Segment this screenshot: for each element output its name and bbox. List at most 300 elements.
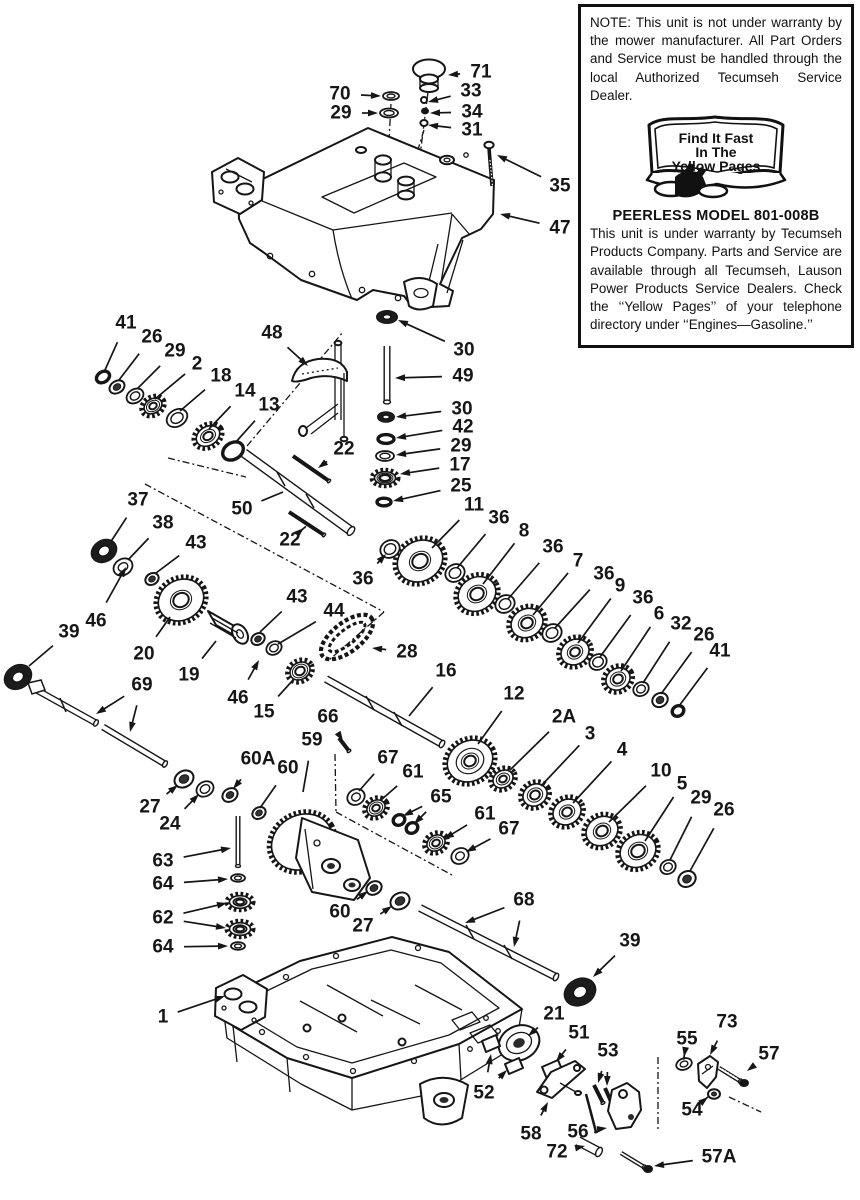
part-number-label: 43 <box>286 586 308 608</box>
yellow-pages-logo <box>590 107 842 206</box>
bearing-drawing <box>377 311 397 323</box>
leader-line <box>260 611 282 632</box>
callout-28 <box>372 642 418 663</box>
part-number-label: 73 <box>716 1011 738 1033</box>
svg-text:In The: In The <box>695 144 737 161</box>
oring-drawing <box>404 821 419 836</box>
leader-arrowhead <box>710 1045 718 1055</box>
part-number-label: 62 <box>152 907 174 929</box>
shift-cam-drawing <box>608 1083 641 1129</box>
leader-line <box>457 534 485 568</box>
leader-line <box>137 366 160 389</box>
leader-line <box>278 679 294 696</box>
leader-line <box>381 786 397 800</box>
part-number-label: 55 <box>676 1028 698 1050</box>
bushing-drawing <box>220 785 240 804</box>
bushing-drawing <box>387 889 412 913</box>
leader-line <box>670 817 692 860</box>
callout-47 <box>500 213 571 239</box>
callout-15 <box>253 679 294 723</box>
warranty-text: This unit is under warranty by Tecumseh Products Company. Parts and Service are available through all Tecumseh, Lauson Power Products Service Dealers. Check the ‘‘Yellow Pages’’ of your telephone directory under ‘‘Engines—Gasoline.’’ <box>590 226 842 333</box>
part-number-label: 35 <box>549 175 571 197</box>
leader-line <box>260 785 276 808</box>
part-number-label: 1 <box>157 1006 169 1028</box>
leader-arrowhead <box>403 808 413 816</box>
callout-11 <box>432 495 484 549</box>
callout-35 <box>497 155 571 197</box>
washer-drawing <box>658 857 679 877</box>
callout-43 <box>260 587 308 633</box>
part-number-label: 42 <box>452 416 474 438</box>
leader-line <box>401 491 441 500</box>
leader-line <box>178 999 218 1012</box>
callout-37 <box>110 490 149 544</box>
callout-3 <box>541 724 595 787</box>
callout-58 <box>520 1102 548 1145</box>
leader-line <box>404 449 440 454</box>
leader-arrowhead <box>497 155 507 162</box>
part-number-label: 17 <box>449 454 471 476</box>
part-number-label: 64 <box>152 936 174 958</box>
gear-drawing <box>227 921 253 937</box>
leader-line <box>621 627 650 671</box>
part-number-label: 26 <box>141 326 163 348</box>
callout-19 <box>178 641 216 686</box>
part-number-label: 59 <box>301 729 323 751</box>
leader-line <box>483 543 515 584</box>
callout-8 <box>483 521 529 585</box>
leader-line <box>599 956 615 972</box>
callout-25 <box>393 476 472 503</box>
bushing-drawing <box>143 571 161 588</box>
part-number-label: 25 <box>450 475 472 497</box>
leader-line <box>533 573 568 615</box>
leader-line <box>106 574 122 603</box>
callout-36 <box>600 588 654 658</box>
part-number-label: 29 <box>330 102 352 124</box>
callout-29 <box>330 103 378 124</box>
callout-70 <box>329 84 381 105</box>
leader-arrowhead <box>540 1102 548 1112</box>
callout-21 <box>528 1004 565 1037</box>
leader-line <box>184 850 224 858</box>
part-number-label: 12 <box>503 683 525 705</box>
leader-line <box>303 761 308 792</box>
oring-drawing <box>94 369 111 385</box>
differential-housing-drawing <box>296 818 370 900</box>
leader-line <box>261 492 283 501</box>
part-number-label: 52 <box>473 1082 495 1104</box>
part-number-label: 36 <box>593 563 615 585</box>
leader-line <box>403 377 442 378</box>
washer-drawing <box>231 874 245 882</box>
leader-arrowhead <box>218 876 228 883</box>
gear-drawing <box>227 894 253 910</box>
part-number-label: 41 <box>709 640 731 662</box>
part-number-label: 15 <box>253 701 275 723</box>
part-number-label: 20 <box>133 643 155 665</box>
part-number-label: 26 <box>713 799 735 821</box>
part-number-label: 37 <box>127 489 149 511</box>
leader-arrowhead <box>465 916 476 923</box>
callout-26 <box>661 625 715 695</box>
part-number-label: 51 <box>568 1022 590 1044</box>
part-number-label: 68 <box>513 889 535 911</box>
gear-drawing <box>372 470 398 486</box>
leader-line <box>408 468 439 473</box>
washer-drawing <box>380 109 398 118</box>
part-number-label: 24 <box>159 813 181 835</box>
shaft-drawing <box>339 738 351 753</box>
part-number-label: 38 <box>152 512 174 534</box>
part-number-label: 10 <box>650 760 672 782</box>
part-number-label: 64 <box>152 873 174 895</box>
part-number-label: 36 <box>542 536 564 558</box>
shaft-drawing <box>244 453 356 537</box>
leader-arrowhead <box>393 496 403 503</box>
callout-5 <box>645 774 688 842</box>
leader-line <box>645 797 674 841</box>
shaft-drawing <box>293 456 331 483</box>
leader-line <box>209 406 231 429</box>
callout-63 <box>152 847 231 872</box>
leader-arrowhead <box>371 92 381 99</box>
leader-line <box>180 390 205 411</box>
leader-arrowhead <box>654 1161 664 1168</box>
part-number-label: 27 <box>352 915 374 937</box>
leader-arrowhead <box>428 123 438 130</box>
leader-arrowhead <box>747 1062 757 1071</box>
callout-51 <box>556 1023 590 1063</box>
washer-drawing <box>231 942 245 950</box>
leader-line <box>508 216 540 223</box>
callout-31 <box>428 120 483 141</box>
part-number-label: 36 <box>352 568 374 590</box>
leader-line <box>235 421 255 443</box>
leader-line <box>132 705 137 724</box>
washer-drawing <box>383 92 399 100</box>
callout-48 <box>261 323 308 367</box>
svg-text:Find It Fast: Find It Fast <box>678 130 754 147</box>
part-number-label: 46 <box>85 610 107 632</box>
leader-line <box>183 905 219 913</box>
leader-arrowhead <box>448 71 458 78</box>
bushing-drawing <box>107 378 127 397</box>
part-number-label: 60 <box>329 901 351 923</box>
leader-line <box>661 652 692 694</box>
leader-line <box>155 374 185 399</box>
shaft-drawing <box>594 1085 605 1105</box>
callout-49 <box>395 366 474 387</box>
callout-33 <box>428 81 482 103</box>
callout-73 <box>710 1012 738 1056</box>
leader-arrowhead <box>318 459 328 468</box>
callout-36 <box>555 564 615 629</box>
part-number-label: 30 <box>453 339 475 361</box>
part-number-label: 36 <box>632 587 654 609</box>
callout-26 <box>690 800 735 872</box>
leader-arrowhead <box>400 469 410 476</box>
washer-drawing <box>448 845 471 867</box>
part-number-label: 33 <box>460 80 482 102</box>
oring-drawing <box>219 438 246 464</box>
part-number-label: 61 <box>474 803 496 825</box>
leader-arrowhead <box>368 110 378 117</box>
part-number-label: 36 <box>488 507 510 529</box>
leader-arrowhead <box>428 96 439 103</box>
shaft-drawing <box>719 1068 742 1084</box>
leader-arrowhead <box>513 937 520 947</box>
leader-line <box>202 641 216 659</box>
leader-line <box>451 825 467 835</box>
part-number-label: 41 <box>115 312 137 334</box>
callout-69 <box>96 675 153 733</box>
callout-50 <box>231 492 283 520</box>
gear-drawing <box>361 794 391 823</box>
leader-line <box>478 711 502 744</box>
leader-line <box>436 126 451 128</box>
leader-arrowhead <box>372 646 382 653</box>
part-number-label: 29 <box>690 787 712 809</box>
leader-line <box>278 622 316 644</box>
part-number-label: 67 <box>377 747 399 769</box>
callout-17 <box>400 455 471 476</box>
leader-line <box>472 908 504 920</box>
callout-64 <box>152 937 228 958</box>
callout-43 <box>156 533 207 574</box>
part-number-label: 69 <box>131 674 153 696</box>
part-number-label: 28 <box>396 641 418 663</box>
svg-text:Yellow Pages: Yellow Pages <box>671 158 761 175</box>
callout-65 <box>403 787 452 825</box>
leader-line <box>405 323 445 341</box>
callout-14 <box>209 381 256 430</box>
leader-line <box>432 520 459 548</box>
callout-57A <box>654 1147 737 1168</box>
oring-drawing <box>670 704 685 719</box>
callout-64 <box>152 874 228 895</box>
gear-drawing <box>545 791 589 833</box>
part-number-label: 43 <box>185 532 207 554</box>
leader-arrowhead <box>382 906 392 914</box>
callout-46 <box>85 567 126 632</box>
part-number-label: 29 <box>164 340 186 362</box>
callout-60A <box>233 749 276 790</box>
part-number-label: 7 <box>572 550 584 572</box>
callout-26 <box>119 327 163 381</box>
leader-line <box>473 839 490 848</box>
leader-arrowhead <box>216 923 226 930</box>
small-fasteners-drawing <box>420 97 429 126</box>
part-number-label: 29 <box>450 435 472 457</box>
part-number-label: 32 <box>670 613 692 635</box>
callout-61 <box>444 804 496 840</box>
callout-20 <box>133 617 170 665</box>
part-number-label: 21 <box>543 1003 565 1025</box>
bushing-drawing <box>675 868 698 890</box>
callout-30 <box>398 320 475 361</box>
warranty-note-panel <box>578 4 854 348</box>
part-number-label: 39 <box>58 621 80 643</box>
leader-line <box>555 590 590 628</box>
washer-drawing <box>163 405 190 431</box>
callout-54 <box>681 1097 708 1121</box>
leader-line <box>103 696 124 710</box>
note-text: NOTE: This unit is not under warranty by the mower manufacturer. All Part Orders and Service must be handled through the local Authorized Tecumseh Service Dealer. <box>590 15 842 103</box>
leader-arrowhead <box>396 450 406 457</box>
oring-drawing <box>378 435 394 444</box>
part-number-label: 16 <box>435 660 457 682</box>
callout-22 <box>318 439 355 469</box>
leader-arrowhead <box>218 943 228 950</box>
part-number-label: 71 <box>470 61 492 83</box>
leader-line <box>643 642 670 683</box>
callout-67 <box>359 748 399 792</box>
callout-10 <box>609 761 672 823</box>
shaft-drawing <box>33 688 99 727</box>
part-number-label: 14 <box>234 380 256 402</box>
bushing-drawing <box>708 1089 720 1099</box>
leader-arrowhead <box>396 412 406 419</box>
washer-drawing <box>376 451 394 461</box>
leader-line <box>510 732 549 770</box>
callout-4 <box>573 740 628 804</box>
leader-arrowhead <box>96 706 106 714</box>
leader-line <box>404 412 441 417</box>
projection-dash-line <box>729 1097 761 1112</box>
leader-line <box>662 1161 693 1165</box>
leader-line <box>541 745 579 786</box>
leader-line <box>609 786 646 822</box>
leader-line <box>287 347 302 360</box>
bearing-drawing <box>560 973 600 1011</box>
callout-16 <box>409 661 457 717</box>
gear-drawing <box>516 776 555 813</box>
callout-39 <box>593 931 641 978</box>
oring-drawing <box>377 498 391 506</box>
part-number-label: 53 <box>597 1040 619 1062</box>
leader-arrowhead <box>251 660 259 670</box>
callout-36 <box>352 554 386 590</box>
leader-line <box>516 921 520 940</box>
part-number-label: 30 <box>451 398 473 420</box>
part-number-label: 67 <box>498 818 520 840</box>
bushing-drawing <box>650 690 671 710</box>
callout-41 <box>679 641 731 707</box>
part-number-label: 22 <box>279 529 301 551</box>
part-number-label: 19 <box>178 664 200 686</box>
part-number-label: 47 <box>549 217 571 239</box>
leader-line <box>508 563 539 599</box>
leader-arrowhead <box>129 721 136 732</box>
gear-drawing <box>421 829 451 858</box>
part-number-label: 65 <box>430 786 452 808</box>
gear-drawing <box>189 419 226 454</box>
callout-52 <box>473 1054 507 1104</box>
callout-57 <box>747 1044 780 1072</box>
part-number-label: 49 <box>452 365 474 387</box>
bushing-drawing <box>250 805 268 822</box>
bushing-drawing <box>249 631 267 648</box>
index-bracket-drawing <box>698 1056 718 1088</box>
leader-line <box>156 556 179 573</box>
leader-line <box>248 667 255 680</box>
callout-38 <box>128 513 174 561</box>
callout-62 <box>152 902 227 930</box>
part-number-label: 22 <box>333 438 355 460</box>
callout-29 <box>670 788 712 861</box>
callout-53 <box>597 1041 618 1087</box>
leader-line <box>409 687 433 716</box>
leader-arrowhead <box>598 1072 604 1083</box>
projection-dash-line <box>247 332 343 446</box>
part-number-label: 9 <box>614 575 626 597</box>
part-number-label: 27 <box>139 796 161 818</box>
part-number-label: 72 <box>546 1141 568 1163</box>
leader-arrowhead <box>466 844 476 852</box>
yellow-pages-book-icon <box>637 107 795 201</box>
callout-2A <box>510 707 576 771</box>
shaft-drawing <box>103 727 168 768</box>
callout-22 <box>279 526 306 550</box>
part-number-label: 11 <box>463 494 485 516</box>
part-number-label: 46 <box>227 687 249 709</box>
callout-71 <box>448 62 492 83</box>
splined-pinion-drawing <box>208 611 251 647</box>
callout-12 <box>478 684 525 745</box>
part-number-label: 60 <box>277 757 299 779</box>
bearing-drawing <box>378 412 394 422</box>
shaft-drawing <box>578 1141 604 1158</box>
leader-line <box>679 668 707 706</box>
leader-arrowhead <box>396 433 406 440</box>
leader-arrowhead <box>500 213 511 220</box>
part-number-label: 6 <box>653 603 665 625</box>
leader-line <box>359 774 374 791</box>
top-cover-drawing <box>212 128 494 310</box>
part-number-label: 34 <box>461 101 483 123</box>
leader-line <box>184 946 220 947</box>
leader-arrowhead <box>395 374 405 381</box>
part-number-label: 3 <box>584 723 596 745</box>
callout-39 <box>29 622 80 667</box>
leader-line <box>29 646 53 666</box>
part-number-label: 60A <box>240 748 276 770</box>
part-number-label: 2 <box>191 353 203 375</box>
model-heading: PEERLESS MODEL 801-008B <box>612 208 820 225</box>
part-number-label: 8 <box>518 520 530 542</box>
callout-32 <box>643 614 692 684</box>
callout-18 <box>180 366 232 412</box>
part-number-label: 18 <box>210 365 232 387</box>
leader-line <box>573 761 611 803</box>
gear-drawing <box>386 529 453 593</box>
callout-56 <box>567 1122 607 1143</box>
part-number-label: 13 <box>258 394 280 416</box>
part-number-label: 5 <box>676 773 688 795</box>
leader-line <box>128 538 149 560</box>
leader-line <box>404 430 442 436</box>
leader-line <box>119 354 139 380</box>
gear-drawing <box>284 655 317 686</box>
callout-59 <box>301 730 322 793</box>
part-number-label: 56 <box>567 1121 589 1143</box>
leader-line <box>578 598 611 643</box>
part-number-label: 57 <box>758 1043 780 1065</box>
part-number-label: 4 <box>616 739 628 761</box>
part-number-label: 61 <box>402 761 424 783</box>
part-number-label: 63 <box>152 850 174 872</box>
